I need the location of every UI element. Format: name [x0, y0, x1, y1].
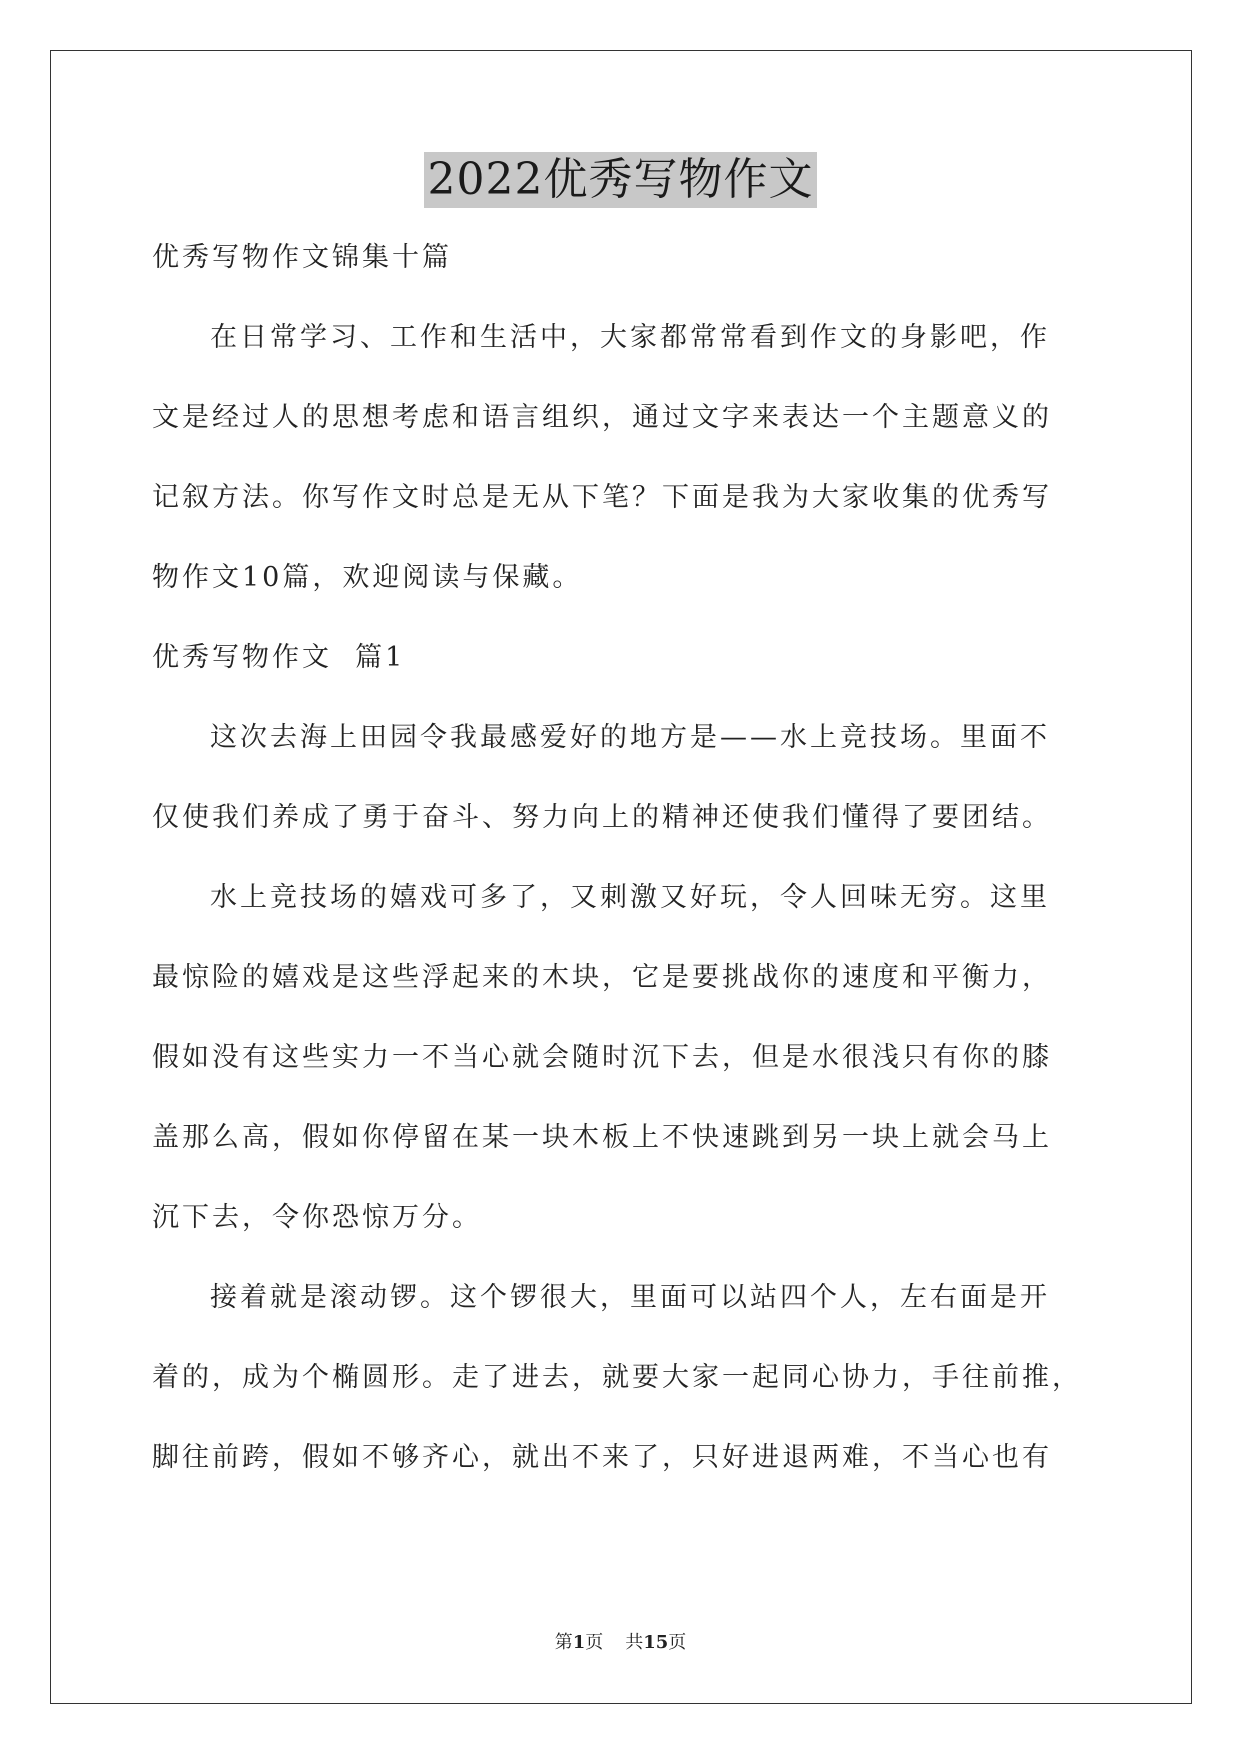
total-suffix: 页 — [668, 1632, 687, 1653]
paragraph-line: 盖那么高，假如你停留在某一块木板上不快速跳到另一块上就会马上 — [152, 1122, 1052, 1153]
total-prefix: 共 — [625, 1632, 644, 1653]
paragraph-line: 物作文10篇，欢迎阅读与保藏。 — [152, 562, 583, 593]
paragraph-line: 文是经过人的思想考虑和语言组织，通过文字来表达一个主题意义的 — [152, 402, 1052, 433]
page-footer — [0, 1632, 1241, 1654]
page-current-number: 1 — [572, 1632, 586, 1653]
title-container — [0, 152, 1241, 208]
paragraph-line: 在日常学习、工作和生活中，大家都常常看到作文的身影吧，作 — [210, 322, 1050, 353]
paragraph-line: 着的，成为个椭圆形。走了进去，就要大家一起同心协力，手往前推， — [152, 1362, 1082, 1393]
paragraph-line: 接着就是滚动锣。这个锣很大，里面可以站四个人，左右面是开 — [210, 1282, 1050, 1313]
paragraph-line: 脚往前跨，假如不够齐心，就出不来了，只好进退两难，不当心也有 — [152, 1442, 1052, 1473]
paragraph-line: 这次去海上田园令我最感爱好的地方是——水上竞技场。里面不 — [210, 722, 1050, 753]
collection-heading: 优秀写物作文锦集十篇 — [152, 242, 452, 273]
document-title: 2022优秀写物作文 — [424, 152, 818, 208]
paragraph-line: 水上竞技场的嬉戏可多了，又刺激又好玩，令人回味无穷。这里 — [210, 882, 1050, 913]
page-prefix: 第 — [554, 1632, 573, 1653]
page-total-number: 15 — [643, 1632, 669, 1653]
paragraph-line: 假如没有这些实力一不当心就会随时沉下去，但是水很浅只有你的膝 — [152, 1042, 1052, 1073]
page-suffix: 页 — [585, 1632, 604, 1653]
section-heading: 优秀写物作文 篇1 — [152, 642, 406, 673]
paragraph-line: 沉下去，令你恐惊万分。 — [152, 1202, 482, 1233]
paragraph-line: 最惊险的嬉戏是这些浮起来的木块，它是要挑战你的速度和平衡力， — [152, 962, 1052, 993]
paragraph-line: 记叙方法。你写作文时总是无从下笔？下面是我为大家收集的优秀写 — [152, 482, 1052, 513]
paragraph-line: 仅使我们养成了勇于奋斗、努力向上的精神还使我们懂得了要团结。 — [152, 802, 1052, 833]
